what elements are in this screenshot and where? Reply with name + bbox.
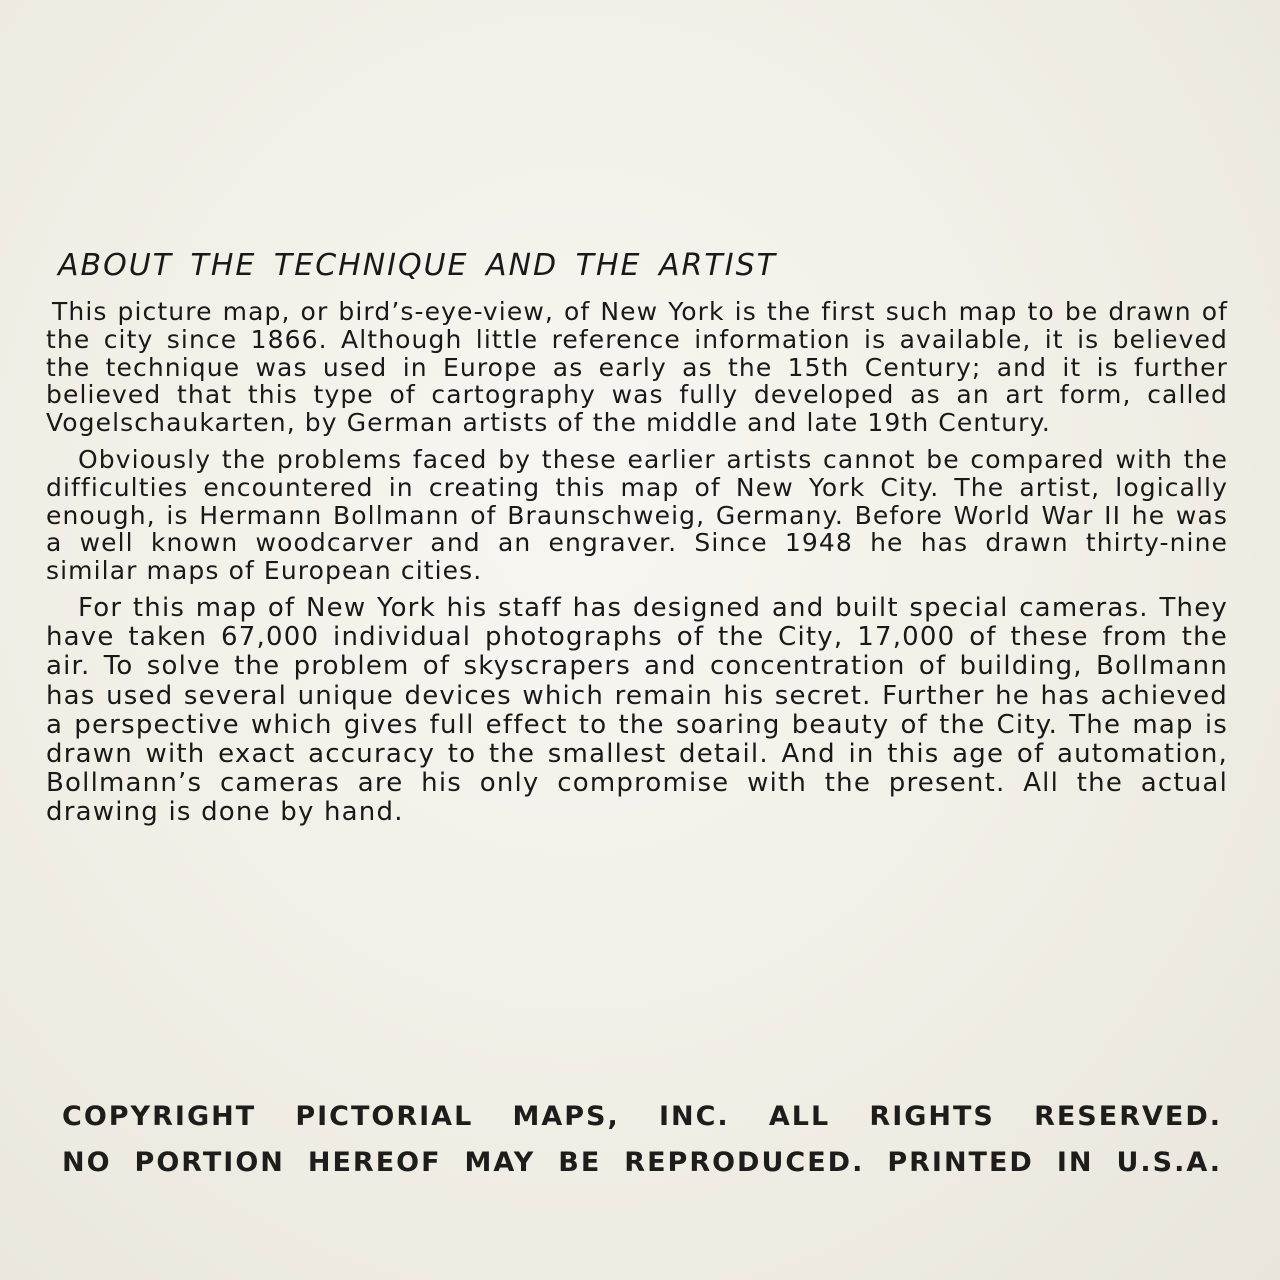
reproduction-notice-line: NO PORTION HEREOF MAY BE REPRODUCED. PRINTED IN U.S.A. — [62, 1147, 1222, 1178]
paragraph-method: For this map of New York his staff has designed and built special cameras. They have taken 67,000 individual photographs of the City, 17,000 of these from the air. To solve the problem of skyscrapers and concentration of building, Bollmann has used several unique devices which remain his secret. Further he has achieved a perspective which gives full effect to the soaring beauty of the City. The map is drawn with exact accuracy to the smallest detail. And in this age of automation, Bollmann’s cameras are his only compromise with the present. All the actual drawing is done by hand. — [46, 592, 1228, 828]
paragraph-history: This picture map, or bird’s-eye-view, of New York is the first such map to be drawn of the city since 1866. Although little reference information is available, it is believed the technique was used in Europe as early as the 15th Century; and it is further believed that this type of cartography was fully developed as an art form, called Vogelschaukarten, by German artists of the middle and late 19th Century. — [46, 297, 1228, 438]
copyright-line: COPYRIGHT PICTORIAL MAPS, INC. ALL RIGHTS RESERVED. — [62, 1101, 1222, 1132]
body-text — [46, 298, 1228, 837]
paragraph-artist: Obviously the problems faced by these earlier artists cannot be compared with the difficulties encountered in creating this map of New York City. The artist, logically enough, is Hermann Bollmann of Braunschweig, Germany. Before World War II he was a well known woodcarver and an engraver. Since 1948 he has drawn thirty-nine similar maps of European cities. — [46, 444, 1228, 586]
section-heading: ABOUT THE TECHNIQUE AND THE ARTIST — [58, 248, 777, 283]
copyright-notice — [62, 1094, 1222, 1186]
